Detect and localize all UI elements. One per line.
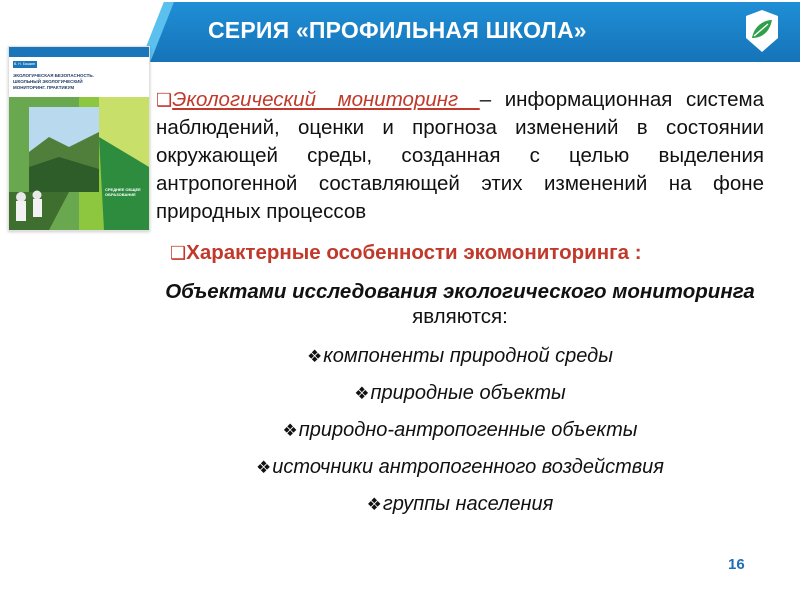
leaf-logo-icon [740, 8, 784, 54]
definition-paragraph [156, 86, 764, 226]
list-item-text: группы населения [382, 493, 554, 515]
diamond-bullet-icon: ❖ [282, 421, 298, 440]
list-item [150, 454, 770, 491]
list-item [150, 343, 770, 380]
square-bullet-icon: ❑ [170, 243, 187, 263]
list-item-text: источники антропогенного воздействия [272, 456, 664, 478]
features-heading-text: Характерные особенности экомониторинга : [186, 241, 642, 264]
objects-list [150, 343, 770, 528]
book-top-band [9, 47, 149, 57]
list-item [150, 417, 770, 454]
list-item-text: компоненты природной среды [323, 345, 613, 367]
objects-intro [150, 279, 770, 329]
objects-intro-bold: Объектами исследования экологического мониторинга [165, 280, 755, 303]
square-bullet-icon: ❑ [156, 90, 173, 110]
list-item-text: природные объекты [370, 382, 566, 404]
diamond-bullet-icon: ❖ [256, 458, 272, 477]
book-title: ЭКОЛОГИЧЕСКАЯ БЕЗОПАСНОСТЬ. ШКОЛЬНЫЙ ЭКОЛОГИЧЕСКИЙ МОНИТОРИНГ. ПРАКТИКУМ [13, 73, 94, 90]
list-item [150, 491, 770, 528]
list-item-text: природно-антропогенные объекты [298, 419, 638, 441]
diamond-bullet-icon: ❖ [307, 347, 323, 366]
slide-title: СЕРИЯ «ПРОФИЛЬНАЯ ШКОЛА» [208, 17, 587, 43]
page-number: 16 [728, 556, 745, 573]
diamond-bullet-icon: ❖ [366, 495, 382, 514]
book-series-label: СРЕДНЕЕ ОБЩЕЕ ОБРАЗОВАНИЕ [105, 187, 141, 197]
features-heading [170, 241, 642, 265]
objects-intro-rest: являются: [412, 305, 508, 328]
definition-term: Экологический мониторинг [172, 88, 480, 111]
definition-text: – информационная система наблюдений, оценки и прогноза изменений в состоянии окружающей среды, созданная с целью выделения антропогенной составляющей этих изменений на фоне природных процессов [156, 88, 764, 223]
diamond-bullet-icon: ❖ [354, 384, 370, 403]
book-cover-art [9, 97, 149, 230]
book-cover [8, 46, 150, 231]
list-item [150, 380, 770, 417]
book-author: В. Н. Башкин [14, 62, 36, 66]
